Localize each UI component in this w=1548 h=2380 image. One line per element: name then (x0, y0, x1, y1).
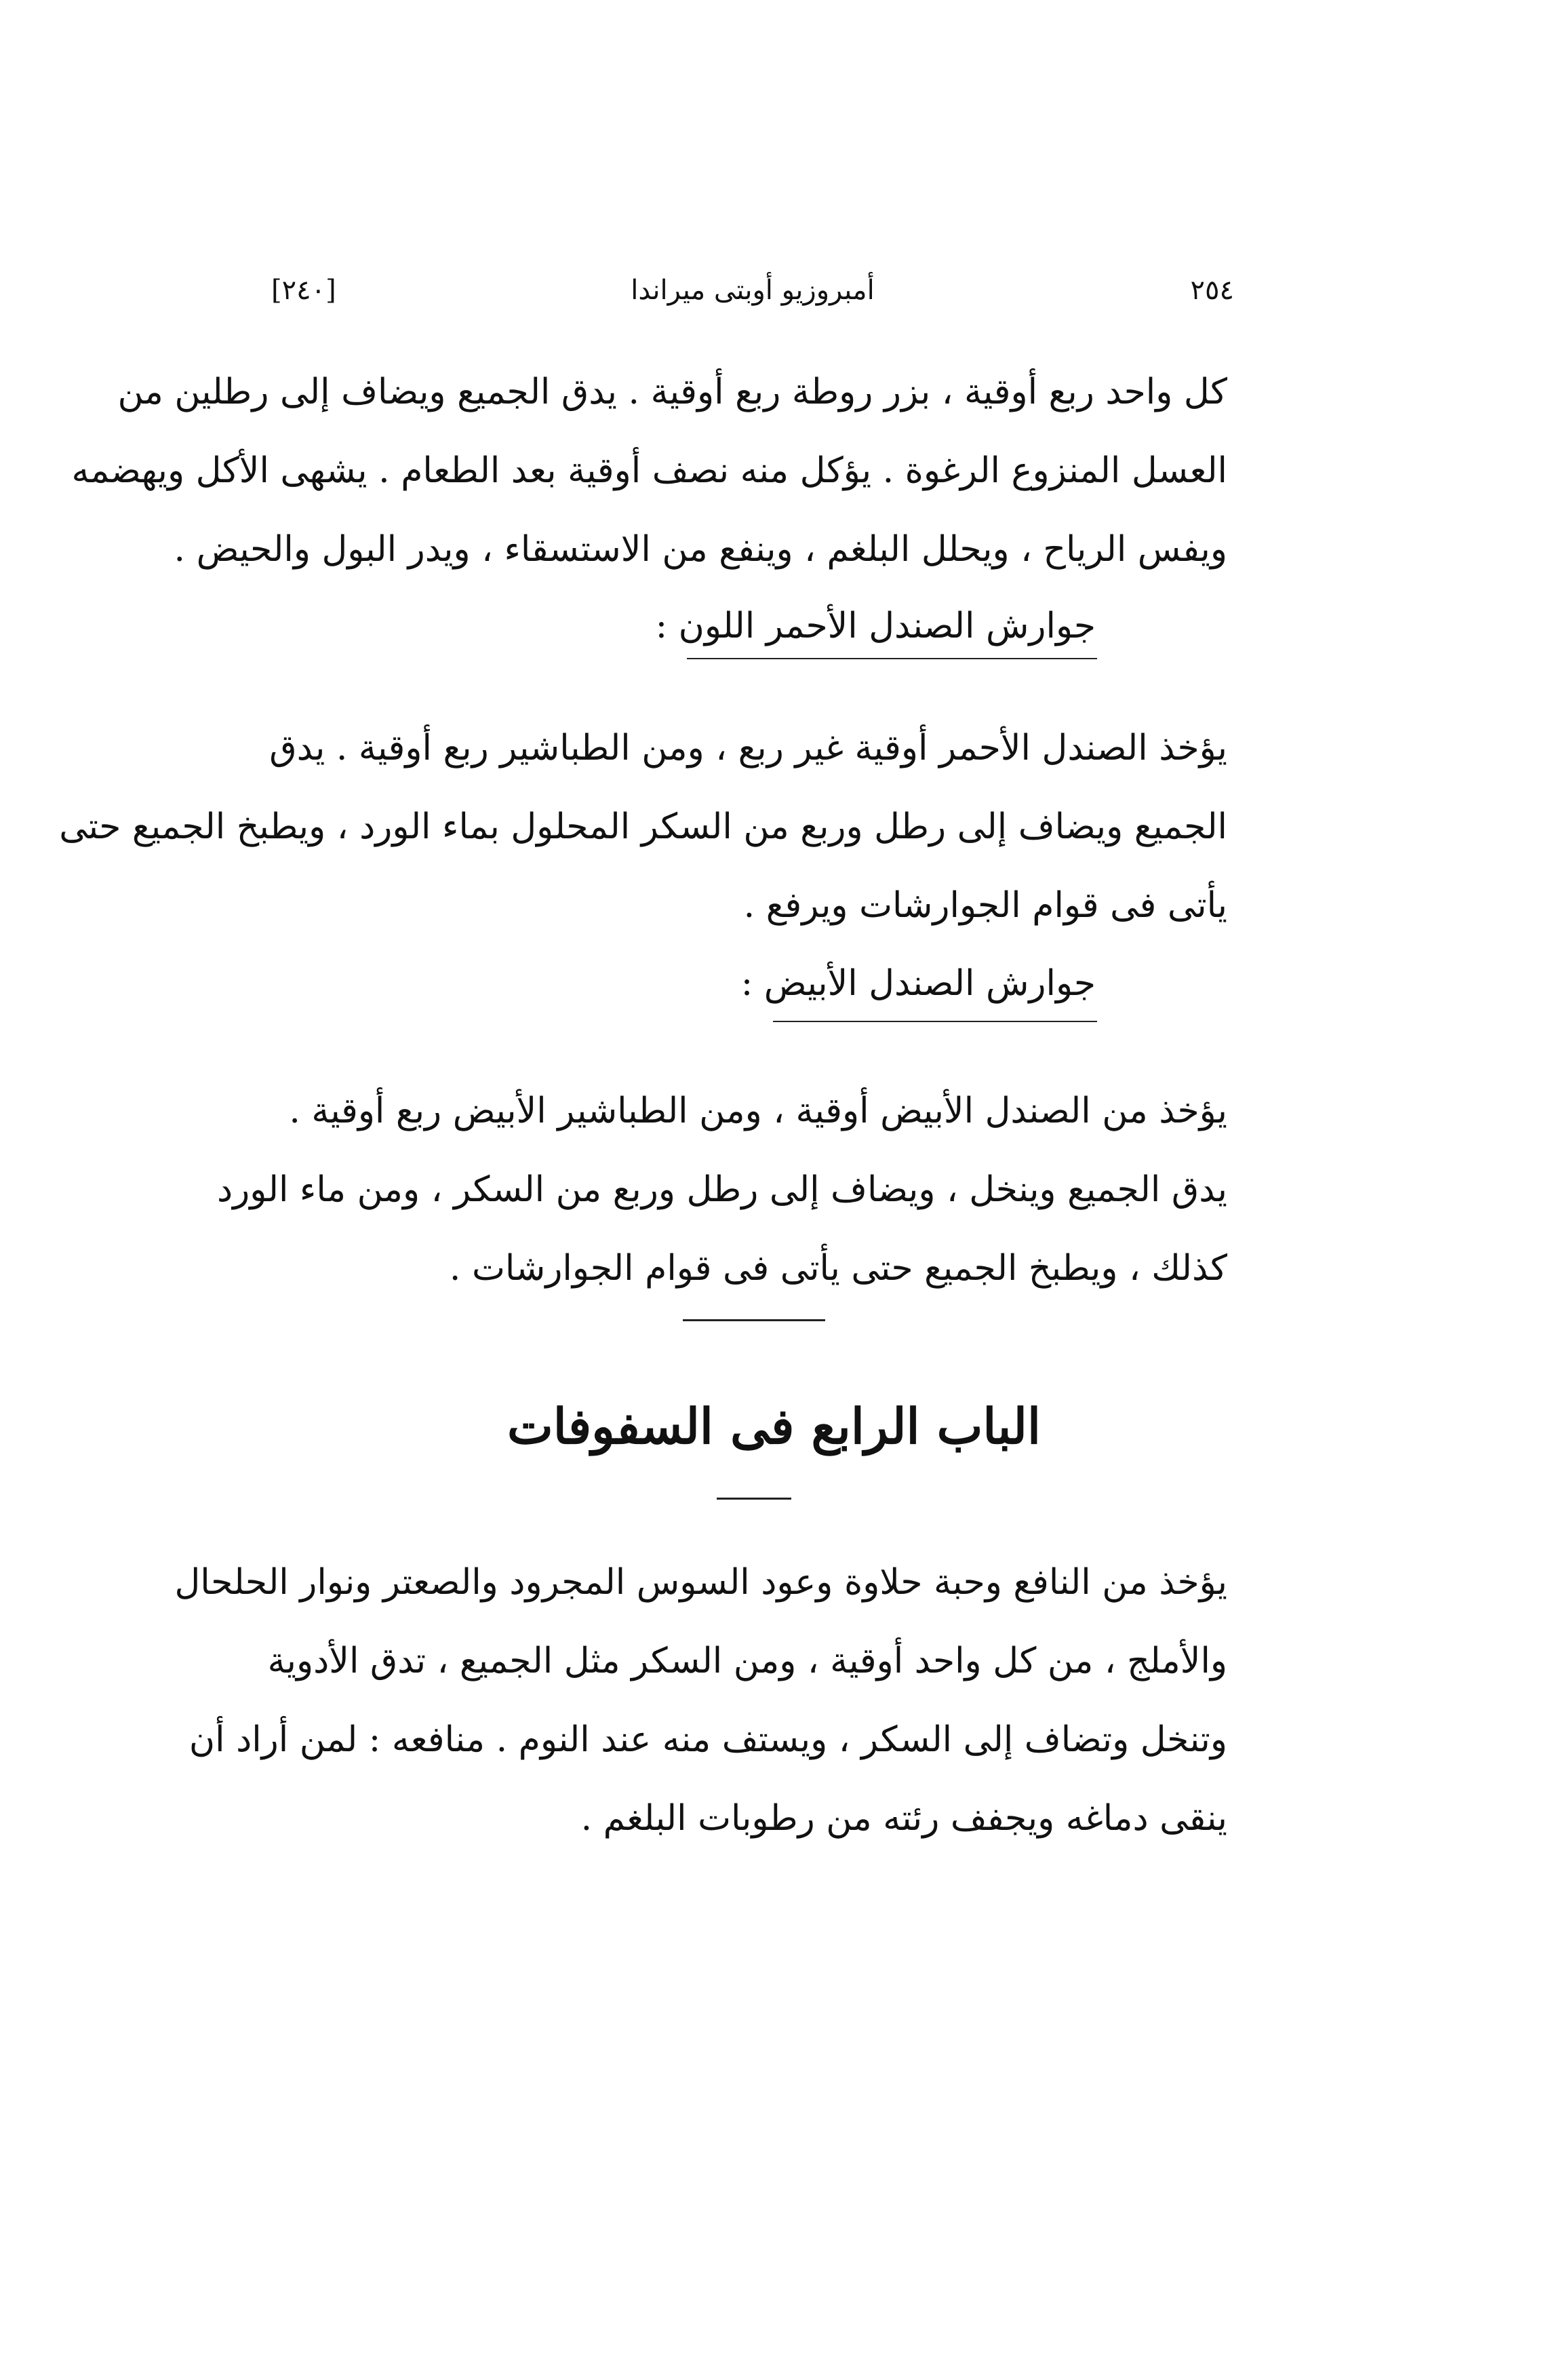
paragraph-line: كل واحد ربع أوقية ، بزر روطة ربع أوقية . يدق الجميع ويضاف إلى رطلين من (117, 372, 1227, 412)
paragraph-line: كذلك ، ويطبخ الجميع حتى يأتى فى قوام الجوارشات . (449, 1248, 1227, 1289)
paragraph-line: الجميع ويضاف إلى رطل وربع من السكر المحلول بماء الورد ، ويطبخ الجميع حتى (59, 806, 1227, 847)
paragraph-line: العسل المنزوع الرغوة . يؤكل منه نصف أوقية بعد الطعام . يشهى الأكل ويهضمه (71, 450, 1227, 491)
paragraph-line: يدق الجميع وينخل ، ويضاف إلى رطل وربع من السكر ، ومن ماء الورد (216, 1169, 1227, 1210)
paragraph-line: يؤخذ من الصندل الأبيض أوقية ، ومن الطباشير الأبيض ربع أوقية . (289, 1091, 1227, 1131)
paragraph-line: يؤخذ الصندل الأحمر أوقية غير ربع ، ومن الطباشير ربع أوقية . يدق (269, 728, 1227, 768)
paragraph-line: ويفس الرياح ، ويحلل البلغم ، وينفع من الاستسقاء ، ويدر البول والحيض . (174, 529, 1227, 570)
section-heading-white-sandal: جوارش الصندل الأبيض : (740, 963, 1096, 1004)
page-number: ٢٥٤ (1190, 275, 1234, 306)
original-page-ref: [٢٤٠] (271, 275, 336, 306)
paragraph-line: يأتى فى قوام الجوارشات ويرفع . (743, 885, 1227, 926)
paragraph-1 (71, 353, 1227, 589)
chapter-divider (717, 1498, 791, 1500)
heading-underline (687, 658, 1097, 659)
paragraph-2 (59, 709, 1227, 945)
paragraph-line: والأملج ، من كل واحد أوقية ، ومن السكر مثل الجميع ، تدق الأدوية (267, 1641, 1227, 1681)
paragraph-line: ينقى دماغه ويجفف رئته من رطوبات البلغم . (580, 1798, 1227, 1839)
section-heading-red-sandal: جوارش الصندل الأحمر اللون : (655, 606, 1096, 646)
page-header (271, 275, 1234, 322)
heading-underline (773, 1021, 1097, 1022)
section-divider (683, 1319, 825, 1321)
paragraph-4 (174, 1543, 1227, 1858)
paragraph-line: وتنخل وتضاف إلى السكر ، ويستف منه عند النوم . منافعه : لمن أراد أن (188, 1719, 1227, 1760)
paragraph-line: يؤخذ من النافع وحبة حلاوة وعود السوس المجرود والصعتر ونوار الحلحال (174, 1562, 1227, 1603)
paragraph-3 (216, 1072, 1227, 1308)
running-title: أمبروزيو أوبتى ميراندا (631, 275, 875, 306)
chapter-title: الباب الرابع فى السفوفات (507, 1397, 1041, 1455)
